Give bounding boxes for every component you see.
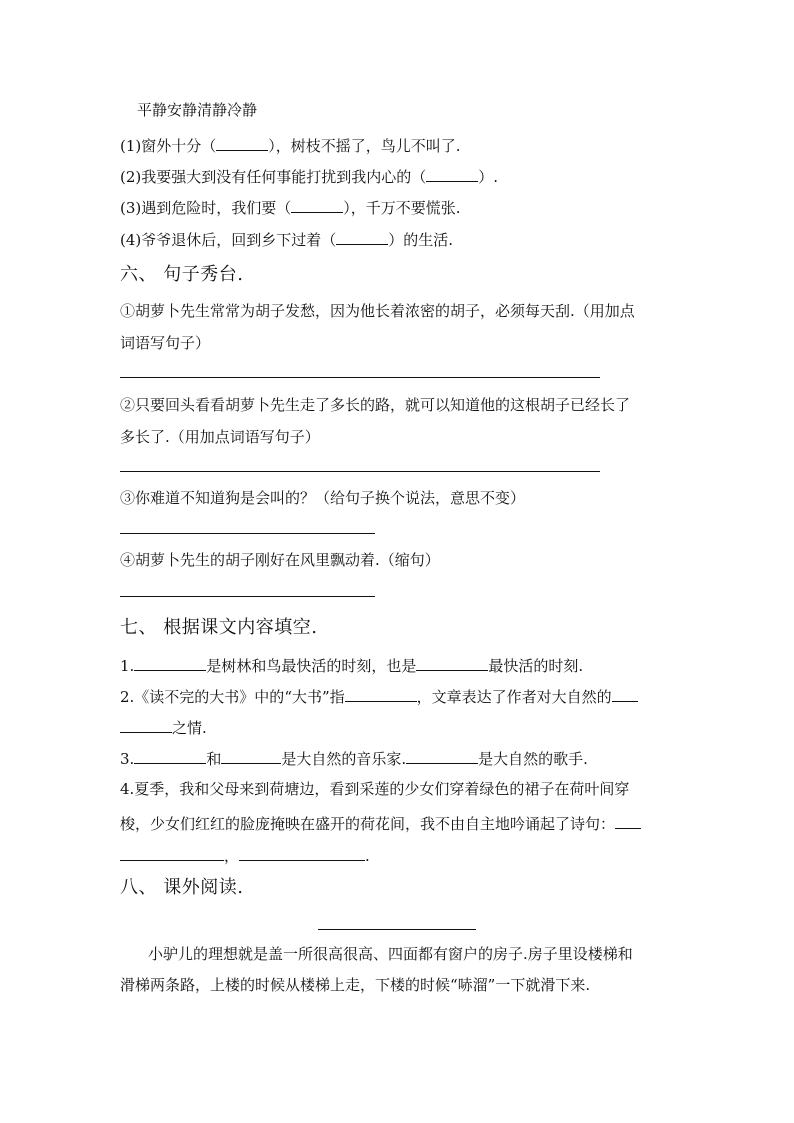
s7-q3-blank-3[interactable] — [406, 748, 478, 764]
s7-q2-start: 2.《读不完的大书》中的“大书”指 — [120, 688, 345, 706]
s7-q1-end: 最快活的时刻. — [488, 657, 584, 675]
s8-para-line2: 滑梯两条路，上楼的时候从楼梯上走，下楼的时候“哧溜”一下就滑下来. — [120, 976, 591, 994]
s7-q2-blank-2b[interactable] — [120, 717, 172, 733]
s6-q4-answer-line[interactable] — [120, 596, 375, 597]
s6-q3-answer-line[interactable] — [120, 533, 375, 534]
fill-item-4-prefix: (4)爷爷退休后，回到乡下过着（ — [120, 231, 337, 249]
s6-q1-line2: 词语写句子） — [120, 334, 211, 352]
s7-q4-line2-text: 梭，少女们红红的脸庞掩映在盛开的荷花间，我不由自主地吟诵起了诗句： — [120, 815, 616, 833]
section-8-title: 八、 课外阅读. — [120, 877, 244, 898]
fill-item-4 — [120, 229, 453, 250]
section-7-title: 七、 根据课文内容填空. — [120, 617, 318, 638]
s7-q3-blank-1[interactable] — [134, 748, 206, 764]
s7-q2-line1 — [120, 686, 638, 707]
s7-q2-blank-2a[interactable] — [612, 686, 638, 702]
s7-q3-and: 和 — [206, 750, 222, 768]
s7-q4-comma: ， — [224, 847, 240, 865]
s7-q1-mid: 是树林和鸟最快活的时刻，也是 — [206, 657, 417, 675]
s7-q3-mid: 是大自然的音乐家. — [281, 750, 407, 768]
s7-q4-blank-2[interactable] — [239, 845, 365, 861]
s6-q2-answer-line[interactable] — [120, 471, 600, 472]
fill-item-4-suffix: ）的生活. — [388, 231, 454, 249]
s7-q4-blank-1a[interactable] — [615, 813, 641, 829]
s7-q3-num: 3. — [120, 750, 135, 768]
word-options: 平静安静清静冷静 — [137, 101, 258, 119]
s7-q2-end: 之情. — [172, 719, 207, 737]
s6-q2-line1: ②只要回头看看胡萝卜先生走了多长的路，就可以知道他的这根胡子已经长了 — [120, 396, 631, 414]
s7-q4-period: . — [365, 847, 370, 865]
s6-q1-answer-line[interactable] — [120, 377, 600, 378]
section-6-title: 六、 句子秀台. — [120, 264, 244, 285]
fill-item-1-suffix: ），树枝不摇了，鸟儿不叫了. — [268, 137, 461, 155]
fill-item-1-blank[interactable] — [216, 135, 268, 151]
s7-q2-mid: ，文章表达了作者对大自然的 — [416, 688, 612, 706]
fill-item-2-suffix: ）. — [478, 168, 499, 186]
s7-q3 — [120, 748, 588, 769]
fill-item-1-prefix: (1)窗外十分（ — [120, 137, 217, 155]
fill-item-2-blank[interactable] — [426, 166, 478, 182]
fill-item-3-blank[interactable] — [291, 197, 343, 213]
s7-q4-line3 — [120, 845, 370, 866]
fill-item-3-suffix: ），千万不要慌张. — [343, 199, 461, 217]
s7-q2-blank-1[interactable] — [345, 686, 417, 702]
s7-q1-num: 1. — [120, 657, 135, 675]
fill-item-3 — [120, 197, 461, 218]
s6-q3: ③你难道不知道狗是会叫的？（给句子换个说法，意思不变） — [120, 489, 526, 507]
s7-q2-line2 — [120, 717, 207, 738]
s6-q2-line2: 多长了.（用加点词语写句子） — [120, 428, 320, 446]
s7-q4-line2 — [120, 813, 641, 834]
s6-q4: ④胡萝卜先生的胡子刚好在风里飘动着.（缩句） — [120, 551, 440, 569]
s8-title-blank[interactable] — [318, 929, 476, 930]
s7-q1-blank-2[interactable] — [416, 655, 488, 671]
fill-item-2-prefix: (2)我要强大到没有任何事能打扰到我内心的（ — [120, 168, 427, 186]
s8-para-line1: 小驴儿的理想就是盖一所很高很高、四面都有窗户的房子.房子里设楼梯和 — [148, 945, 633, 963]
s7-q3-end: 是大自然的歌手. — [478, 750, 588, 768]
fill-item-3-prefix: (3)遇到危险时，我们要（ — [120, 199, 292, 217]
s6-q1-line1: ①胡萝卜先生常常为胡子发愁，因为他长着浓密的胡子，必须每天刮.（用加点 — [120, 302, 635, 320]
fill-item-1 — [120, 135, 461, 156]
fill-item-4-blank[interactable] — [336, 229, 388, 245]
s7-q3-blank-2[interactable] — [221, 748, 281, 764]
s7-q1 — [120, 655, 583, 676]
s7-q4-blank-1b[interactable] — [120, 845, 224, 861]
fill-item-2 — [120, 166, 498, 187]
s7-q1-blank-1[interactable] — [134, 655, 206, 671]
s7-q4-line1: 4.夏季，我和父母来到荷塘边，看到采莲的少女们穿着绿色的裙子在荷叶间穿 — [120, 780, 630, 798]
